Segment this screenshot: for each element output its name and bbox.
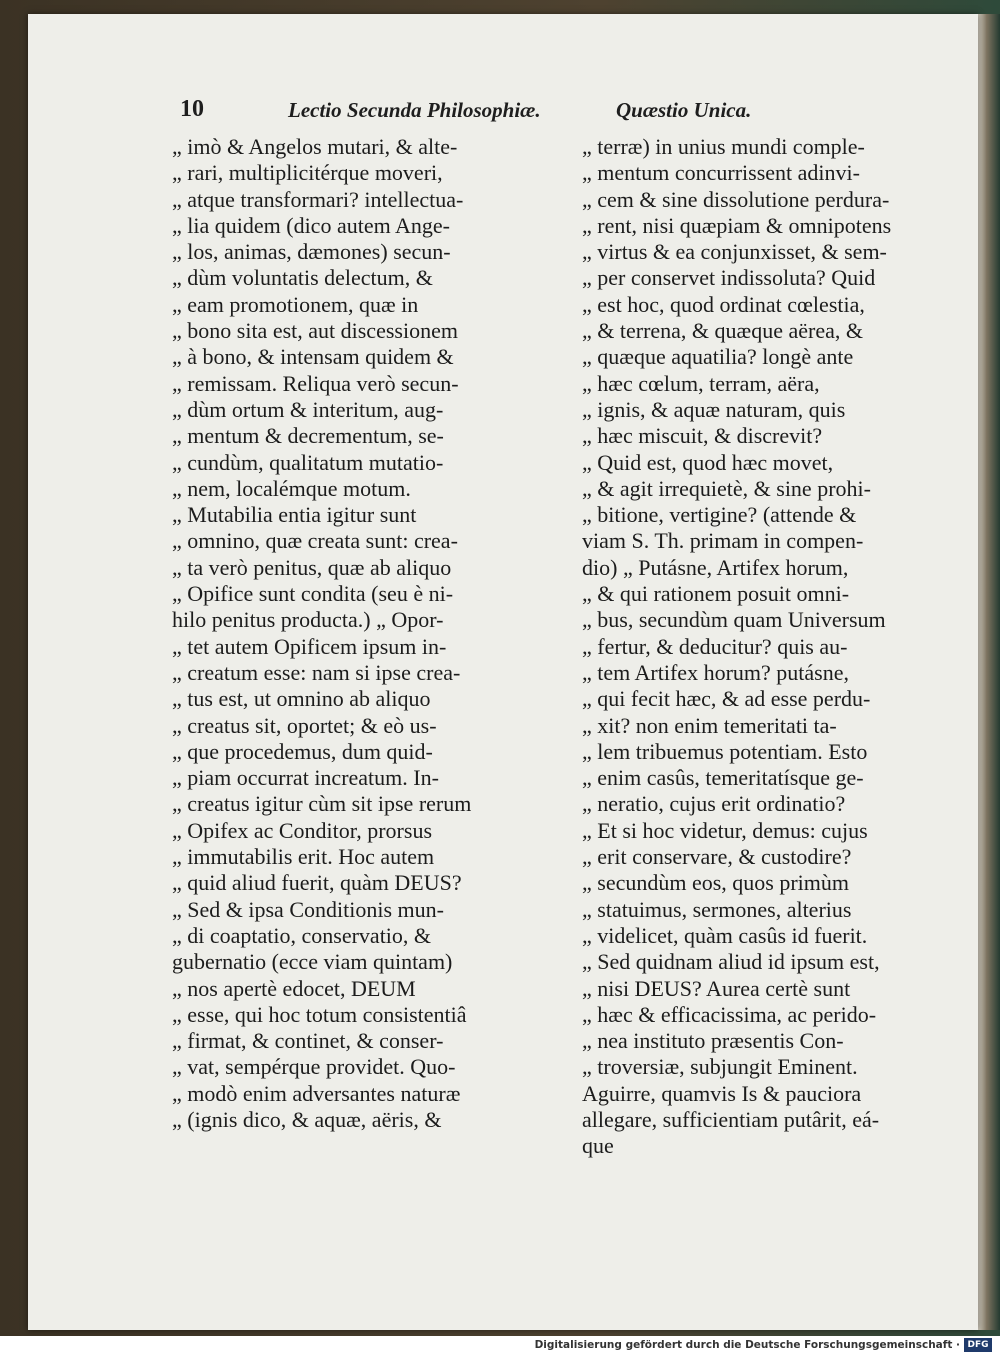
text-line: „ mentum concurrissent adinvi-	[582, 160, 860, 186]
text-line: „ nea instituto præsentis Con-	[582, 1028, 844, 1054]
text-line: „ hæc miscuit, & discrevit?	[582, 423, 823, 449]
text-line: „ qui fecit hæc, & ad esse perdu-	[582, 686, 871, 712]
text-line: „ fertur, & deducitur? quis au-	[582, 633, 848, 659]
text-line: „ enim casûs, temeritatísque ge-	[582, 765, 864, 791]
page-header	[180, 96, 820, 130]
page-number: 10	[180, 96, 204, 122]
text-line: „ ta verò penitus, quæ ab aliquo	[172, 554, 452, 580]
text-line: „ omnino, quæ creata sunt: crea-	[172, 528, 458, 554]
text-line: „ dùm ortum & interitum, aug-	[172, 396, 444, 422]
text-line: „ piam occurrat increatum. In-	[172, 765, 439, 791]
text-line: „ tus est, ut omnino ab aliquo	[172, 686, 431, 712]
running-title: Lectio Secunda Philosophiæ.	[288, 98, 541, 122]
text-line: „ ignis, & aquæ naturam, quis	[582, 396, 846, 422]
text-line: „ atque transformari? intellectua-	[172, 186, 464, 212]
text-line: „ terræ) in unius mundi comple-	[582, 134, 865, 159]
text-line: „ Quid est, quod hæc movet,	[582, 449, 834, 475]
running-title-right: Quæstio Unica.	[616, 98, 752, 122]
text-line: „ rari, multiplicitérque moveri,	[172, 160, 443, 186]
text-line: viam S. Th. primam in compen-	[582, 528, 864, 554]
text-line: „ quæque aquatilia? longè ante	[582, 344, 854, 370]
text-line: „ Opifex ac Conditor, prorsus	[172, 817, 433, 843]
text-line: „ mentum & decrementum, se-	[172, 423, 444, 449]
text-line: „ los, animas, dæmones) secun-	[172, 239, 451, 265]
text-line: „ tet autem Opificem ipsum in-	[172, 633, 447, 659]
text-line: „ & qui rationem posuit omni-	[582, 581, 850, 607]
text-line: „ quid aliud fuerit, quàm DEUS?	[172, 870, 462, 896]
text-line: „ creatus igitur cùm sit ipse rerum	[172, 791, 472, 817]
text-line: „ troversiæ, subjungit Eminent.	[582, 1054, 858, 1080]
text-line: „ statuimus, sermones, alterius	[582, 896, 852, 922]
digitization-credit: Digitalisierung gefördert durch die Deutsche Forschungsgemeinschaft ·	[534, 1339, 960, 1351]
dfg-logo: DFG	[964, 1338, 992, 1352]
text-line: „ lem tribuemus potentiam. Esto	[582, 738, 868, 764]
book-edge	[978, 14, 1000, 1330]
text-line: „ creatus sit, oportet; & eò us-	[172, 712, 437, 738]
text-line: „ eam promotionem, quæ in	[172, 291, 419, 317]
text-line: „ nem, localémque motum.	[172, 475, 411, 501]
text-line: „ Sed & ipsa Conditionis mun-	[172, 896, 444, 922]
text-line: „ bus, secundùm quam Universum	[582, 607, 886, 633]
text-line: Aguirre, quamvis Is & pauciora	[582, 1080, 862, 1106]
text-line: „ neratio, cujus erit ordinatio?	[582, 791, 846, 817]
text-line: „ erit conservare, & custodire?	[582, 844, 852, 870]
text-line: „ (ignis dico, & aquæ, aëris, &	[172, 1106, 442, 1132]
text-line: „ immutabilis erit. Hoc autem	[172, 844, 435, 870]
text-line: „ cem & sine dissolutione perdura-	[582, 186, 890, 212]
text-line: „ bono sita est, aut discessionem	[172, 318, 458, 344]
text-line: „ dùm voluntatis delectum, &	[172, 265, 433, 291]
text-line: „ Sed quidnam aliud id ipsum est,	[582, 949, 880, 975]
text-line: „ est hoc, quod ordinat cœlestia,	[582, 291, 865, 317]
text-line: „ nisi DEUS? Aurea certè sunt	[582, 975, 851, 1001]
text-line: „ Et si hoc videtur, demus: cujus	[582, 817, 868, 843]
text-line: „ creatum esse: nam si ipse crea-	[172, 659, 461, 685]
text-line: „ esse, qui hoc totum consistentiâ	[172, 1001, 467, 1027]
text-line: allegare, sufficientiam putârit, eá-	[582, 1106, 880, 1132]
text-line: „ cundùm, qualitatum mutatio-	[172, 449, 444, 475]
text-line: „ rent, nisi quæpiam & omnipotens	[582, 212, 892, 238]
text-line: „ lia quidem (dico autem Ange-	[172, 212, 450, 238]
text-line: „ & terrena, & quæque aërea, &	[582, 318, 863, 344]
text-line: dio) „ Putásne, Artifex horum,	[582, 554, 849, 580]
text-line: „ xit? non enim temeritati ta-	[582, 712, 837, 738]
text-line: „ di coaptatio, conservatio, &	[172, 922, 432, 948]
text-line: „ remissam. Reliqua verò secun-	[172, 370, 459, 396]
text-line: „ videlicet, quàm casûs id fuerit.	[582, 922, 868, 948]
text-line: gubernatio (ecce viam quintam)	[172, 949, 453, 975]
left-text-column	[172, 134, 570, 1184]
text-line: „ Mutabilia entia igitur sunt	[172, 502, 417, 528]
text-line: „ firmat, & continet, & conser-	[172, 1028, 444, 1054]
text-line: „ que procedemus, dum quid-	[172, 738, 433, 764]
text-line: „ tem Artifex horum? putásne,	[582, 659, 849, 685]
text-line: „ à bono, & intensam quidem &	[172, 344, 454, 370]
text-line: „ Opifice sunt condita (seu è ni-	[172, 581, 454, 607]
text-line: „ modò enim adversantes naturæ	[172, 1080, 461, 1106]
text-line: „ secundùm eos, quos primùm	[582, 870, 850, 896]
text-line: que	[582, 1133, 614, 1159]
text-line: „ imò & Angelos mutari, & alte-	[172, 134, 458, 159]
text-line: „ hæc cœlum, terram, aëra,	[582, 370, 820, 396]
text-line: „ hæc & efficacissima, ac perido-	[582, 1001, 877, 1027]
text-line: hilo penitus producta.) „ Opor-	[172, 607, 444, 633]
text-line: „ per conservet indissoluta? Quid	[582, 265, 876, 291]
text-line: „ nos apertè edocet, DEUM	[172, 975, 416, 1001]
text-line: „ virtus & ea conjunxisset, & sem-	[582, 239, 887, 265]
right-text-column	[582, 134, 972, 1184]
text-line: „ vat, sempérque providet. Quo-	[172, 1054, 456, 1080]
text-line: „ bitione, vertigine? (attende &	[582, 502, 857, 528]
text-line: „ & agit irrequietè, & sine prohi-	[582, 475, 871, 501]
